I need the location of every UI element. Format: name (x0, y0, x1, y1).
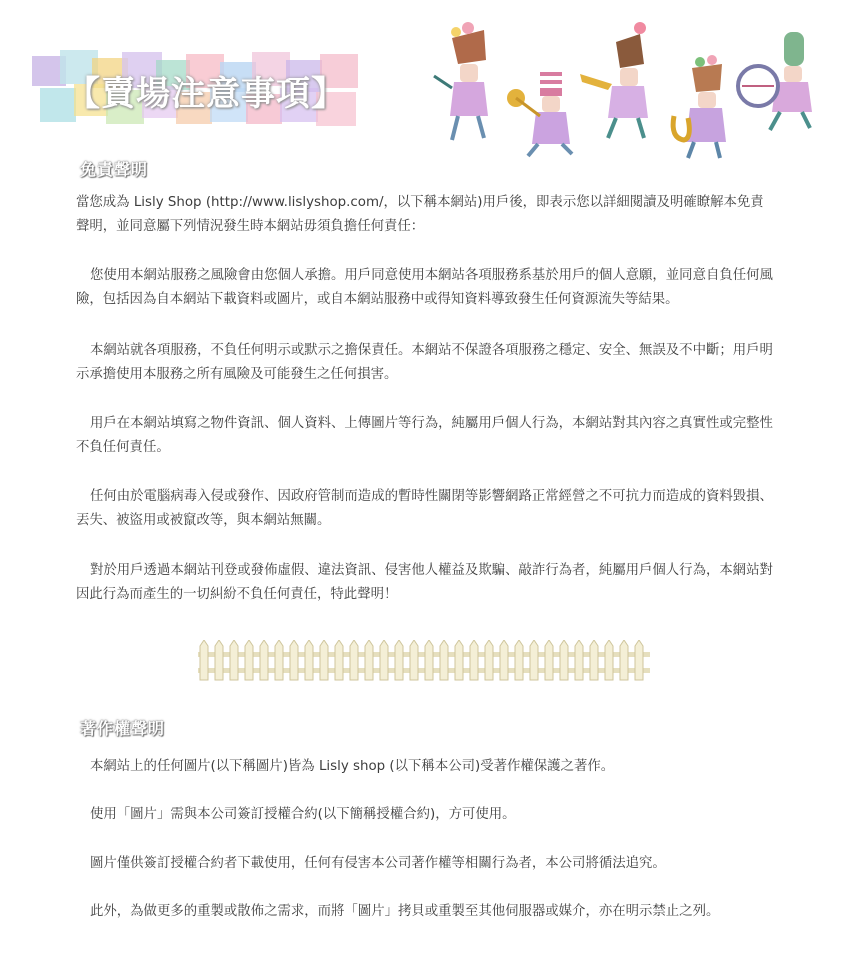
disclaimer-paragraph: 當您成為 Lisly Shop (http://www.lislyshop.com/，以下稱本網站)用戶後，即表示您以詳細閱讀及明確瞭解本免責聲明，並同意屬下列情況發生時本網站毋須負擔任何責任： (76, 195, 764, 234)
disclaimer-paragraph: 任何由於電腦病毒入侵或發作、因政府管制而造成的暫時性關閉等影響網路正常經營之不可抗力而造成的資料毀損、丟失、被盜用或被竄改等，與本網站無關。 (76, 489, 773, 528)
copyright-paragraph: 使用「圖片」需與本公司簽訂授權合約(以下簡稱授權合約)，方可使用。 (90, 807, 516, 822)
copyright-heading: 著作權聲明 (80, 719, 166, 738)
disclaimer-paragraph: 對於用戶透過本網站刊登或發佈虛假、違法資訊、侵害他人權益及欺騙、敲詐行為者，純屬用戶個人行為，本網站對因此行為而產生的一切糾紛不負任何責任，特此聲明！ (76, 563, 773, 602)
page-header (0, 0, 850, 160)
copyright-paragraph: 此外，為做更多的重製或散佈之需求，而將「圖片」拷貝或重製至其他伺服器或媒介，亦在明示禁止之列。 (90, 904, 720, 919)
marching-band-illustration (412, 20, 822, 160)
disclaimer-paragraph: 用戶在本網站填寫之物件資訊、個人資料、上傳圖片等行為，純屬用戶個人行為，本網站對其內容之真實性或完整性不負任何責任。 (76, 416, 773, 455)
copyright-paragraph: 本網站上的任何圖片(以下稱圖片)皆為 Lisly shop (以下稱本公司)受著作權保護之著作。 (90, 759, 615, 774)
copyright-paragraph: 圖片僅供簽訂授權合約者下載使用，任何有侵害本公司著作權等相關行為者，本公司將循法追究。 (90, 856, 666, 871)
page-title: 【賣場注意事項】 (66, 74, 346, 114)
disclaimer-paragraph: 本網站就各項服務，不負任何明示或默示之擔保責任。本網站不保證各項服務之穩定、安全、無誤及不中斷；用戶明示承擔使用本服務之所有風險及可能發生之任何損害。 (76, 343, 773, 382)
disclaimer-heading: 免責聲明 (80, 160, 149, 179)
picket-fence-divider (198, 640, 650, 682)
disclaimer-paragraph: 您使用本網站服務之風險會由您個人承擔。用戶同意使用本網站各項服務系基於用戶的個人意願，並同意自負任何風險，包括因為自本網站下載資料或圖片，或自本網站服務中或得知資料導致發生任何資源流失等結果。 (76, 268, 773, 307)
